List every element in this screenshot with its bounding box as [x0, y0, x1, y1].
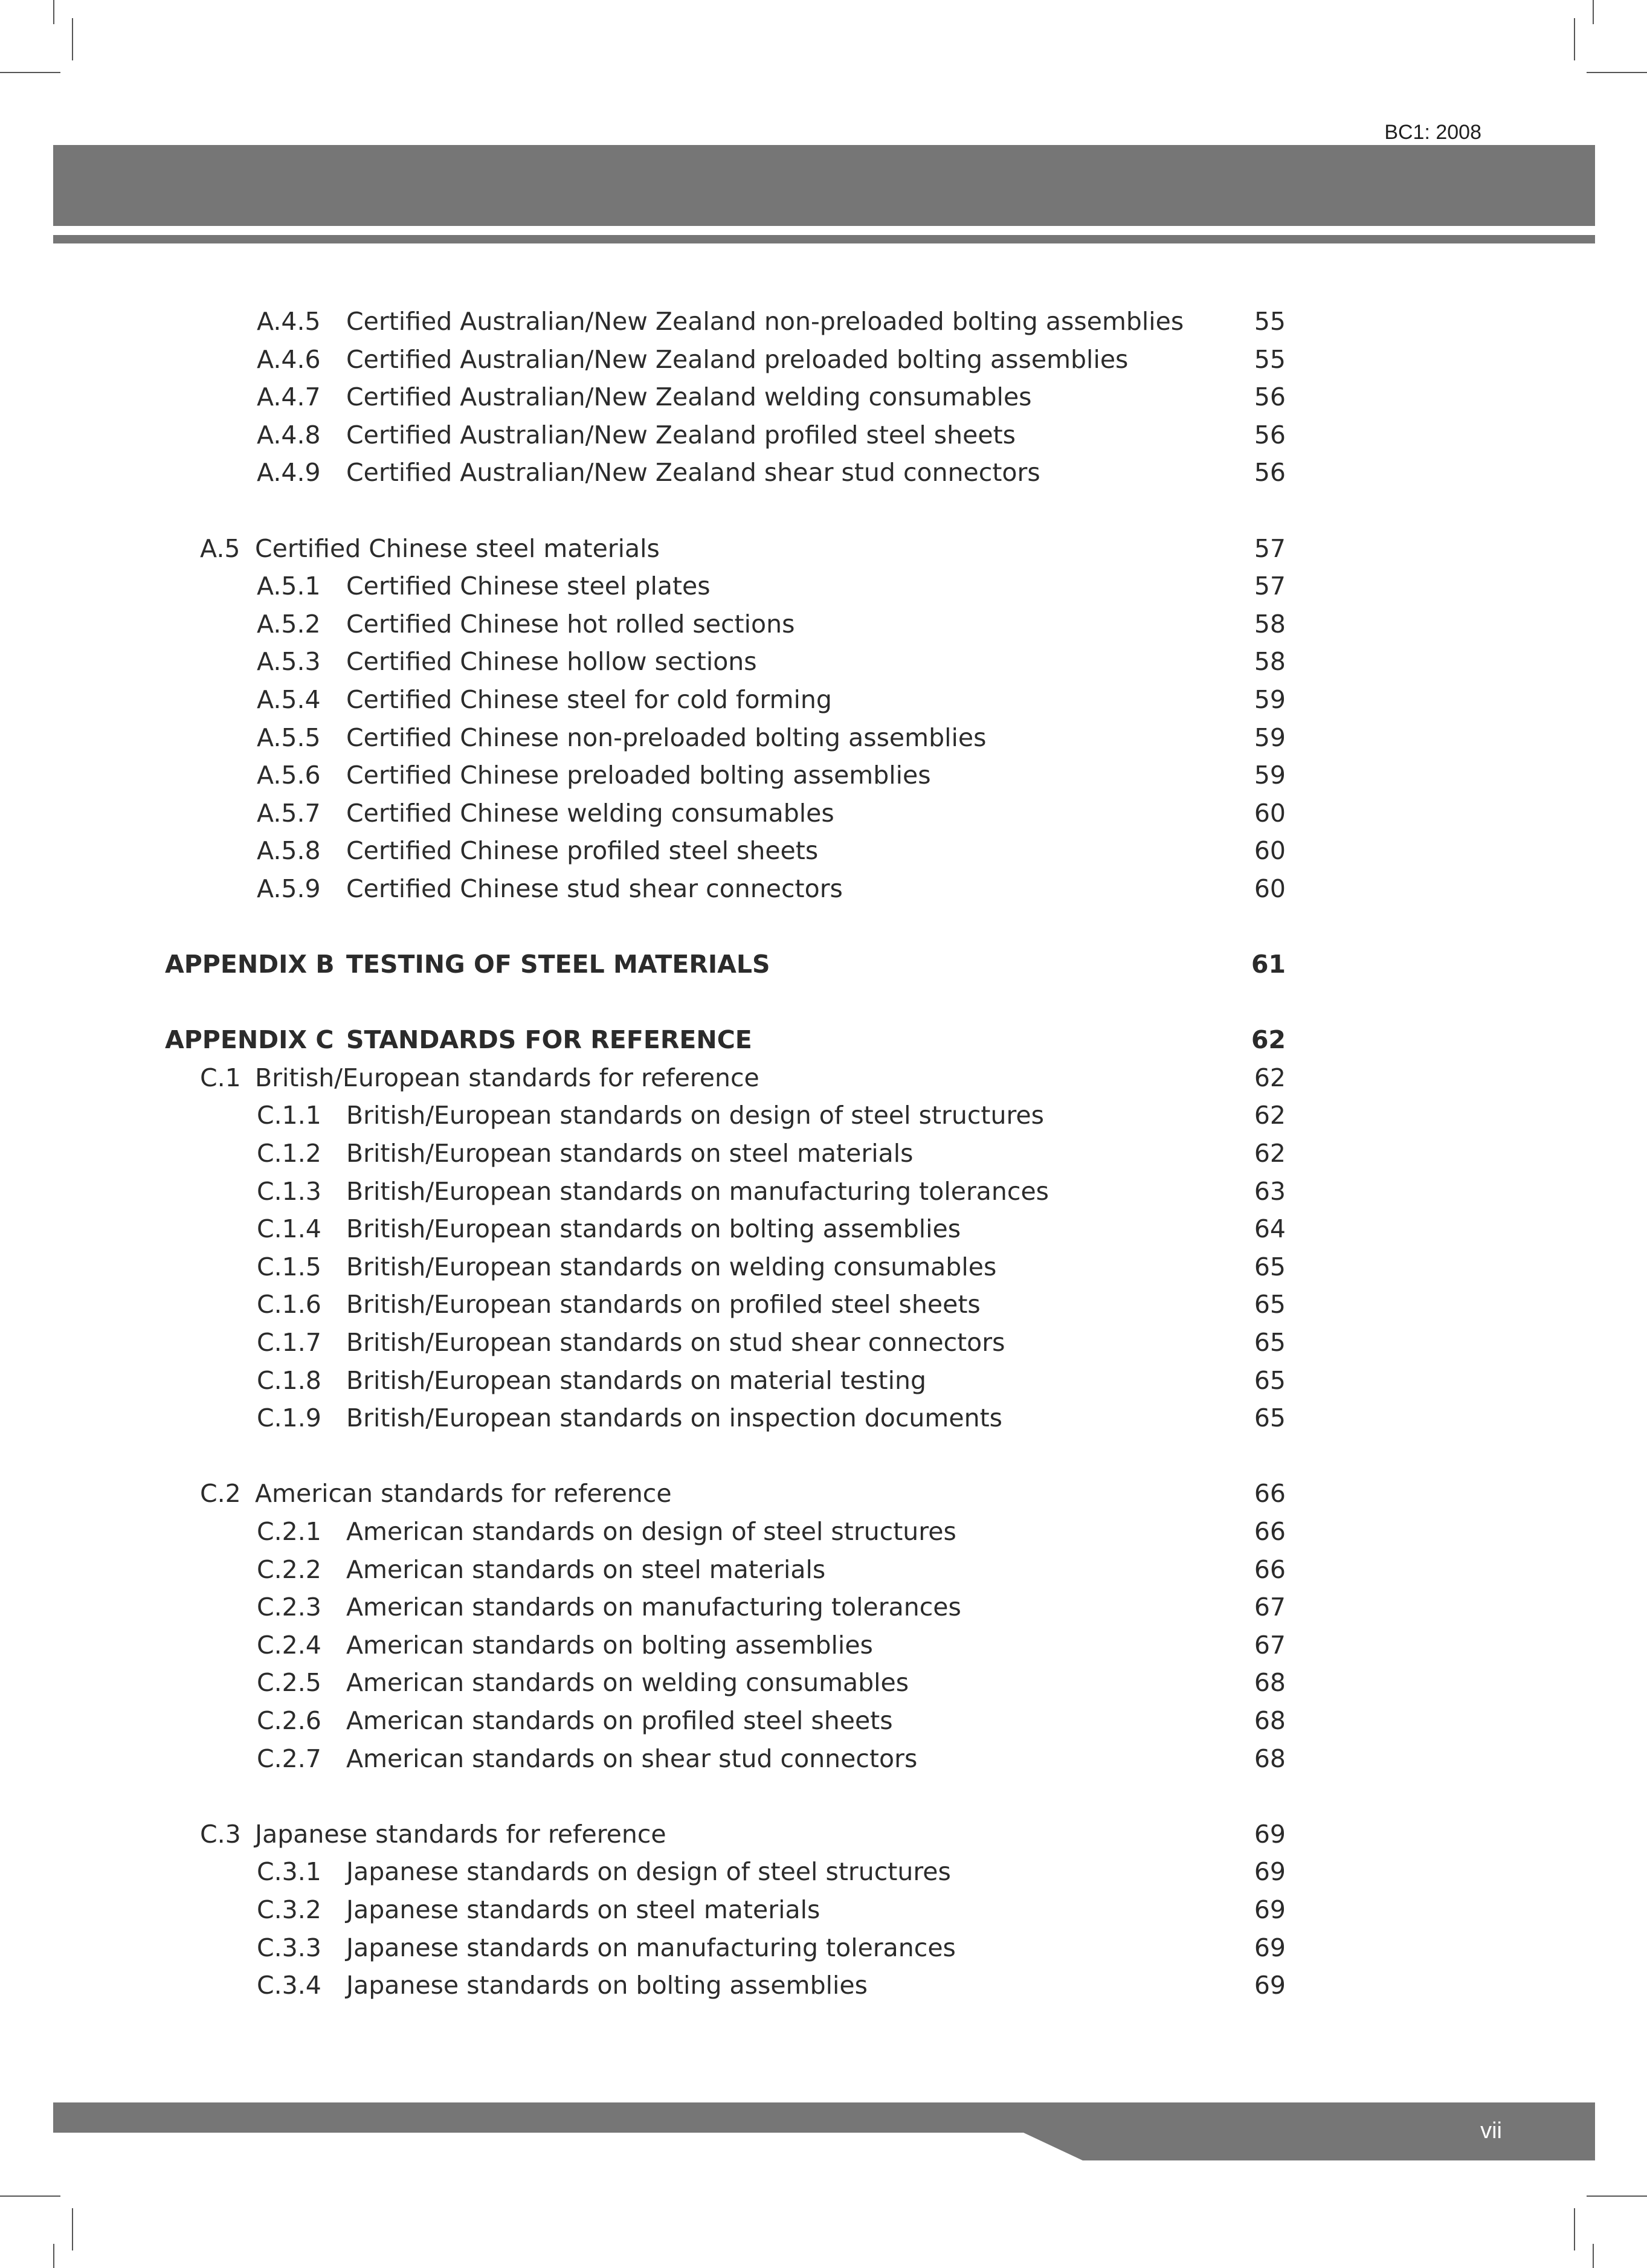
toc-entry[interactable]	[0, 1248, 1647, 1286]
toc-entry-title: Japanese standards on steel materials	[346, 1895, 820, 1924]
toc-entry[interactable]	[0, 1626, 1647, 1664]
toc-entry[interactable]	[0, 1362, 1647, 1400]
toc-entry[interactable]	[0, 1135, 1647, 1173]
crop-mark	[1587, 2196, 1647, 2197]
crop-mark	[1593, 0, 1594, 24]
toc-entry-page: 56	[1254, 420, 1286, 449]
toc-entry-number: A.5.7	[257, 798, 321, 828]
footer-bar	[53, 2102, 1595, 2160]
header-band	[53, 145, 1595, 226]
toc-entry[interactable]	[0, 719, 1647, 757]
toc-entry-title: American standards on welding consumables	[346, 1668, 909, 1698]
toc-entry[interactable]	[0, 1702, 1647, 1740]
toc-entry-number: A.5.3	[257, 647, 321, 677]
toc-section-number: C.3	[200, 1819, 241, 1849]
page-number: vii	[1480, 2118, 1502, 2144]
toc-entry-page: 56	[1254, 382, 1286, 412]
toc-entry-number: A.4.6	[257, 344, 321, 374]
toc-entry-number: C.1.4	[257, 1214, 321, 1244]
toc-entry[interactable]	[0, 643, 1647, 681]
toc-entry-page: 65	[1254, 1290, 1286, 1319]
toc-entry-title: British/European standards on inspection documents	[346, 1403, 1002, 1433]
toc-entry-number: A.5.4	[257, 685, 321, 714]
toc-entry-number: A.4.5	[257, 307, 321, 336]
toc-entry-title: American standards on profiled steel sheets	[346, 1706, 893, 1735]
toc-entry[interactable]	[0, 870, 1647, 908]
toc-entry-page: 60	[1254, 874, 1286, 903]
toc-entry-page: 55	[1254, 344, 1286, 374]
crop-mark	[0, 72, 60, 73]
toc-appendix-page: 61	[1251, 950, 1286, 979]
header-rule	[53, 235, 1595, 243]
toc-section-page: 62	[1254, 1063, 1286, 1092]
toc-entry-number: C.1.5	[257, 1252, 321, 1281]
toc-entry-page: 69	[1254, 1933, 1286, 1962]
toc-entry-title: British/European standards on welding consumables	[346, 1252, 997, 1281]
toc-entry-number: C.2.6	[257, 1706, 321, 1735]
toc-entry[interactable]	[0, 756, 1647, 794]
toc-section-number: C.1	[200, 1063, 241, 1092]
toc-entry-title: Japanese standards on bolting assemblies	[346, 1971, 868, 2000]
toc-entry-title: Certified Chinese steel plates	[346, 572, 711, 601]
toc-entry-number: C.1.6	[257, 1290, 321, 1319]
crop-mark	[72, 2208, 73, 2250]
toc-entry[interactable]	[0, 378, 1647, 416]
toc-entry-number: C.1.2	[257, 1139, 321, 1168]
toc-entry-title: Certified Chinese preloaded bolting assemblies	[346, 761, 931, 790]
toc-section-title: Japanese standards for reference	[255, 1819, 666, 1849]
toc-entry-page: 65	[1254, 1403, 1286, 1433]
toc-entry-number: A.5.9	[257, 874, 321, 903]
toc-entry-number: A.5.8	[257, 836, 321, 866]
toc-entry-page: 66	[1254, 1554, 1286, 1584]
toc-entry-title: British/European standards on steel materials	[346, 1139, 914, 1168]
toc-entry-title: Certified Chinese stud shear connectors	[346, 874, 843, 903]
toc-entry-title: Certified Chinese hot rolled sections	[346, 609, 795, 639]
toc-entry-number: C.2.7	[257, 1744, 321, 1773]
toc-appendix-title: TESTING OF STEEL MATERIALS	[346, 950, 770, 979]
toc-entry-title: British/European standards on material testing	[346, 1365, 926, 1395]
toc-entry[interactable]	[0, 1097, 1647, 1135]
toc-appendix-title: STANDARDS FOR REFERENCE	[346, 1025, 752, 1055]
crop-mark	[1574, 2208, 1575, 2250]
toc-entry-title: Certified Australian/New Zealand shear stud connectors	[346, 458, 1040, 488]
toc-section-number: C.2	[200, 1479, 241, 1509]
crop-mark	[0, 2196, 60, 2197]
toc-entry-title: Certified Chinese hollow sections	[346, 647, 757, 677]
toc-entry-page: 56	[1254, 458, 1286, 488]
toc-appendix-number: APPENDIX C	[165, 1025, 334, 1055]
toc-entry-page: 67	[1254, 1630, 1286, 1660]
toc-entry-number: A.5.1	[257, 572, 321, 601]
toc-entry-title: Certified Chinese non-preloaded bolting assemblies	[346, 723, 987, 752]
toc-entry-title: American standards on shear stud connectors	[346, 1744, 918, 1773]
toc-appendix-c[interactable]	[0, 1021, 1647, 1059]
toc-entry[interactable]	[0, 1551, 1647, 1589]
toc-entry-page: 69	[1254, 1895, 1286, 1924]
toc-entry-number: C.3.2	[257, 1895, 321, 1924]
toc-entry-page: 69	[1254, 1971, 1286, 2000]
toc-entry-number: C.3.1	[257, 1857, 321, 1887]
toc-entry-page: 69	[1254, 1857, 1286, 1887]
toc-entry[interactable]	[0, 681, 1647, 719]
toc-entry-title: British/European standards on profiled steel sheets	[346, 1290, 981, 1319]
toc-entry-number: A.4.9	[257, 458, 321, 488]
crop-mark	[72, 18, 73, 60]
toc-entry-title: British/European standards on manufacturing tolerances	[346, 1176, 1049, 1206]
toc-entry-number: C.1.3	[257, 1176, 321, 1206]
toc-section-title: American standards for reference	[255, 1479, 672, 1509]
toc-appendix-b[interactable]	[0, 946, 1647, 984]
toc-entry-number: C.1.1	[257, 1101, 321, 1130]
toc-entry-page: 65	[1254, 1328, 1286, 1358]
toc-entry-number: C.2.2	[257, 1554, 321, 1584]
toc-entry[interactable]	[0, 1173, 1647, 1211]
toc-entry[interactable]	[0, 1513, 1647, 1551]
toc-section[interactable]	[0, 1059, 1647, 1097]
toc-entry-number: C.1.8	[257, 1365, 321, 1395]
toc-entry-title: American standards on steel materials	[346, 1554, 826, 1584]
toc-entry-page: 55	[1254, 307, 1286, 336]
document-reference: BC1: 2008	[1384, 121, 1481, 144]
crop-mark	[1593, 2244, 1594, 2268]
toc-entry-page: 64	[1254, 1214, 1286, 1244]
crop-mark	[1574, 18, 1575, 60]
toc-entry[interactable]	[0, 605, 1647, 643]
toc-entry-page: 59	[1254, 685, 1286, 714]
toc-entry-page: 65	[1254, 1252, 1286, 1281]
toc-entry[interactable]	[0, 1399, 1647, 1437]
toc-entry-number: C.2.5	[257, 1668, 321, 1698]
toc-entry-title: American standards on manufacturing tolerances	[346, 1593, 961, 1622]
toc-section-number: A.5	[200, 533, 240, 563]
toc-entry[interactable]	[0, 303, 1647, 341]
toc-section-page: 69	[1254, 1819, 1286, 1849]
toc-entry[interactable]	[0, 1967, 1647, 2005]
toc-entry-page: 62	[1254, 1139, 1286, 1168]
toc-entry-number: C.2.4	[257, 1630, 321, 1660]
toc-entry[interactable]	[0, 794, 1647, 833]
toc-entry[interactable]	[0, 1740, 1647, 1778]
toc-entry-number: A.4.8	[257, 420, 321, 449]
toc-entry-page: 68	[1254, 1706, 1286, 1735]
toc-entry-number: A.5.6	[257, 761, 321, 790]
toc-entry[interactable]	[0, 1853, 1647, 1891]
toc-section-page: 66	[1254, 1479, 1286, 1509]
toc-entry-number: C.3.4	[257, 1971, 321, 2000]
crop-mark	[1587, 72, 1647, 73]
toc-entry-page: 66	[1254, 1517, 1286, 1546]
toc-entry-title: Certified Australian/New Zealand preloaded bolting assemblies	[346, 344, 1129, 374]
toc-entry-page: 68	[1254, 1668, 1286, 1698]
crop-mark	[53, 0, 54, 24]
toc-section[interactable]	[0, 1475, 1647, 1513]
toc-entry-number: C.2.3	[257, 1593, 321, 1622]
toc-entry-page: 60	[1254, 798, 1286, 828]
toc-entry-page: 58	[1254, 609, 1286, 639]
toc-appendix-number: APPENDIX B	[165, 950, 335, 979]
toc-entry-page: 65	[1254, 1365, 1286, 1395]
toc-entry-title: Certified Australian/New Zealand non-preloaded bolting assemblies	[346, 307, 1184, 336]
toc-entry-page: 59	[1254, 761, 1286, 790]
toc-entry[interactable]	[0, 832, 1647, 870]
toc-entry[interactable]	[0, 1664, 1647, 1702]
toc-section[interactable]	[0, 1815, 1647, 1854]
crop-mark	[53, 2244, 54, 2268]
toc-entry-title: Japanese standards on design of steel structures	[346, 1857, 951, 1887]
toc-entry[interactable]	[0, 1210, 1647, 1248]
toc-entry[interactable]	[0, 454, 1647, 492]
toc-entry-title: British/European standards on design of steel structures	[346, 1101, 1045, 1130]
toc-section-page: 57	[1254, 533, 1286, 563]
table-of-contents	[0, 303, 1647, 2005]
toc-entry-page: 62	[1254, 1101, 1286, 1130]
toc-entry-number: A.5.5	[257, 723, 321, 752]
toc-entry-page: 60	[1254, 836, 1286, 866]
toc-entry-title: American standards on design of steel structures	[346, 1517, 956, 1546]
toc-entry-number: A.4.7	[257, 382, 321, 412]
toc-entry-number: C.3.3	[257, 1933, 321, 1962]
toc-entry-number: C.1.7	[257, 1328, 321, 1358]
toc-entry-title: Certified Chinese steel for cold forming	[346, 685, 832, 714]
toc-entry[interactable]	[0, 1929, 1647, 1967]
toc-entry-page: 59	[1254, 723, 1286, 752]
toc-entry-title: British/European standards on stud shear connectors	[346, 1328, 1005, 1358]
toc-entry[interactable]	[0, 1324, 1647, 1362]
toc-entry-title: Certified Australian/New Zealand welding consumables	[346, 382, 1032, 412]
toc-entry-title: Certified Australian/New Zealand profiled steel sheets	[346, 420, 1016, 449]
toc-entry-title: Japanese standards on manufacturing tolerances	[346, 1933, 956, 1962]
toc-entry-page: 57	[1254, 572, 1286, 601]
toc-entry[interactable]	[0, 416, 1647, 454]
toc-appendix-page: 62	[1251, 1025, 1286, 1055]
toc-entry[interactable]	[0, 1588, 1647, 1626]
toc-entry-title: Certified Chinese profiled steel sheets	[346, 836, 819, 866]
toc-entry[interactable]	[0, 341, 1647, 379]
toc-entry-number: A.5.2	[257, 609, 321, 639]
toc-entry[interactable]	[0, 1286, 1647, 1324]
toc-entry-number: C.2.1	[257, 1517, 321, 1546]
toc-entry-page: 63	[1254, 1176, 1286, 1206]
toc-entry-title: British/European standards on bolting assemblies	[346, 1214, 961, 1244]
toc-entry-page: 67	[1254, 1593, 1286, 1622]
toc-entry-page: 68	[1254, 1744, 1286, 1773]
toc-entry-title: American standards on bolting assemblies	[346, 1630, 873, 1660]
toc-section-title: Certified Chinese steel materials	[255, 533, 660, 563]
toc-entry[interactable]	[0, 567, 1647, 605]
toc-section-title: British/European standards for reference	[255, 1063, 759, 1092]
toc-section[interactable]	[0, 530, 1647, 568]
toc-entry-page: 58	[1254, 647, 1286, 677]
toc-entry[interactable]	[0, 1891, 1647, 1929]
toc-entry-number: C.1.9	[257, 1403, 321, 1433]
toc-entry-title: Certified Chinese welding consumables	[346, 798, 834, 828]
